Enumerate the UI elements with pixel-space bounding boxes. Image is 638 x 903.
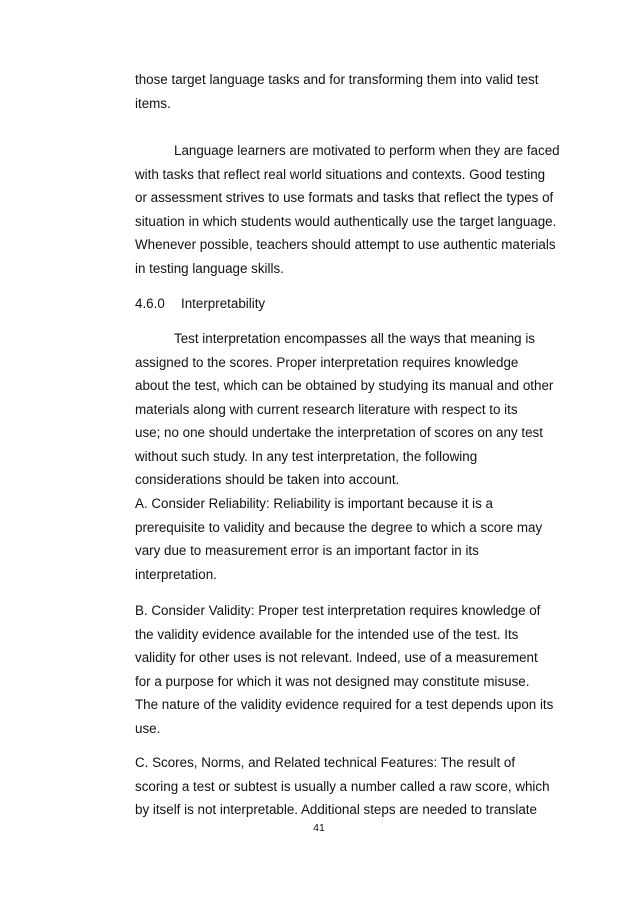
text-line: use. [135,720,161,736]
text-line: vary due to measurement error is an important factor in its [135,543,479,558]
text-line: assigned to the scores. Proper interpretation requires knowledge [135,354,519,370]
text-line: situation in which students would authentically use the target language. [135,213,557,229]
text-line: C. Scores, Norms, and Related technical Features: The result of [135,755,516,770]
text-line: Test interpretation encompasses all the ways that meaning is [174,331,535,346]
text-line: about the test, which can be obtained by studying its manual and other [135,378,554,393]
paragraph-consider-validity [135,599,554,740]
text-line: A. Consider Reliability: Reliability is important because it is a [135,496,493,511]
text-line: scoring a test or subtest is usually a number called a raw score, which [135,778,550,794]
text-line: items. [135,95,171,111]
text-line: prerequisite to validity and because the degree to which a score may [135,519,543,535]
text-line: in testing language skills. [135,260,284,276]
text-line: for a purpose for which it was not designed may constitute misuse. [135,673,530,689]
text-line: B. Consider Validity: Proper test interpretation requires knowledge of [135,603,541,618]
page-number: 41 [313,822,325,834]
paragraph-scores-norms [135,751,550,822]
text-line: interpretation. [135,566,217,582]
text-line: Language learners are motivated to perform when they are faced [174,143,560,158]
text-line: Whenever possible, teachers should attempt to use authentic materials [135,237,556,252]
text-line: with tasks that reflect real world situations and contexts. Good testing [135,166,546,182]
text-line: use; no one should undertake the interpretation of scores on any test [135,425,543,440]
text-line: validity for other uses is not relevant. Indeed, use of a measurement [135,650,538,665]
text-line: The nature of the validity evidence required for a test depends upon its [135,697,554,712]
text-line: considerations should be taken into account. [135,472,400,487]
text-line: without such study. In any test interpretation, the following [135,448,478,464]
text-line: those target language tasks and for transforming them into valid test [135,72,539,87]
heading-number: 4.6.0 [135,296,165,311]
text-line: the validity evidence available for the intended use of the test. Its [135,626,519,642]
text-line: materials along with current research literature with respect to its [135,401,518,417]
paragraph-continuation [135,68,545,115]
heading-line [135,292,545,316]
section-heading [135,292,545,316]
paragraph-test-interpretation [135,327,554,492]
paragraph-consider-reliability [135,492,545,586]
text-line: or assessment strives to use formats and tasks that reflect the types of [135,190,554,205]
text-line: by itself is not interpretable. Additional steps are needed to translate [135,802,537,817]
paragraph-authentic-materials [135,139,560,280]
heading-title: Interpretability [181,296,266,311]
